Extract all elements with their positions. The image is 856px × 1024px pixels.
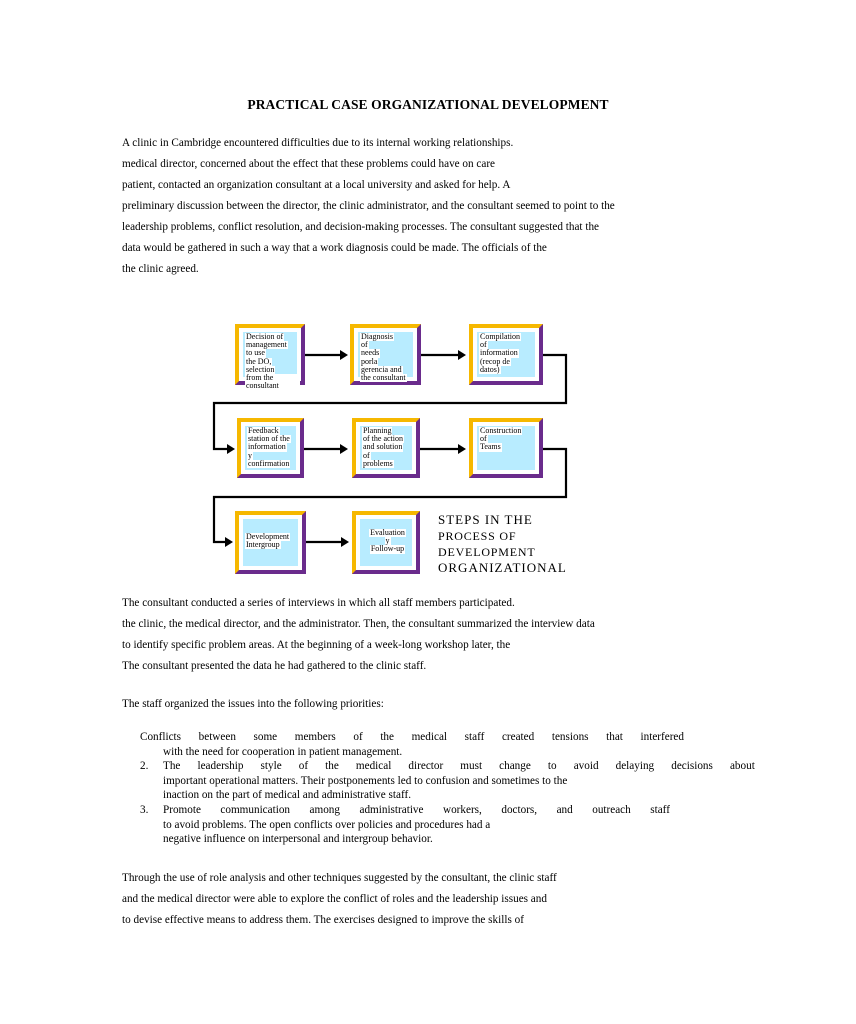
text-line: and the medical director were able to explore the conflict of roles and the leadership issues and [122, 893, 547, 905]
priorities-list [140, 730, 755, 847]
flow-step-text: Follow-up [370, 544, 405, 554]
priority-word: tensions [551, 731, 589, 743]
priority-word: and [556, 803, 573, 816]
priority-continuation: negative influence on interpersonal and intergroup behavior. [163, 833, 433, 846]
priority-continuation: to avoid problems. The open conflicts over policies and procedures had a [163, 818, 491, 831]
text-line: Through the use of role analysis and other techniques suggested by the consultant, the clinic staff [122, 872, 557, 884]
flow-step-evaluation [352, 511, 420, 574]
flow-step-text: datos) [480, 364, 500, 374]
flow-step-text: and solution [363, 442, 403, 452]
page-title: PRACTICAL CASE ORGANIZATIONAL DEVELOPMENT [247, 97, 609, 112]
text-line: the clinic, the medical director, and the administrator. Then, the consultant summarized the interview data [122, 618, 595, 630]
priority-word: to [547, 760, 557, 773]
flow-step-text: of [363, 450, 370, 460]
priority-word: workers, [443, 803, 482, 816]
priority-number: 2. [140, 760, 149, 773]
priority-word: decisions [671, 760, 713, 773]
priority-word: communication [220, 803, 291, 816]
priority-word: staff [464, 731, 485, 743]
priority-word: of [298, 760, 309, 773]
text-line: The consultant conducted a series of interviews in which all staff members participated. [122, 597, 515, 609]
flow-step-text: Construction [480, 426, 522, 435]
priority-word: of [353, 731, 363, 743]
priority-item [140, 803, 755, 847]
flow-step-text: porla [361, 356, 378, 366]
flow-step-text: Diagnosis [361, 332, 393, 341]
text-line: to identify specific problem areas. At the beginning of a week-long workshop later, the [122, 639, 511, 651]
flow-step-text: station of the [248, 434, 290, 444]
priority-word: the [380, 731, 394, 743]
priority-word: Conflicts [140, 731, 182, 743]
flow-step-text: the consultant [361, 373, 406, 383]
flow-step-text: Feedback [248, 426, 279, 435]
priority-continuation: inaction on the part of medical and administrative staff. [163, 789, 412, 802]
priority-word: the [325, 760, 339, 773]
text-line: the clinic agreed. [122, 263, 199, 275]
flow-step-text: y [248, 450, 252, 460]
flow-step-text: Evaluation [370, 528, 405, 537]
flow-step-team-building [469, 418, 543, 478]
flow-step-text: from the consultant [245, 374, 300, 390]
priority-word-numbered: 3. Promote [140, 803, 201, 816]
flow-step-decision [235, 324, 305, 391]
flow-step-text: Teams [480, 442, 501, 452]
flow-step-text: to use [246, 348, 265, 358]
flow-step-diagnosis [350, 324, 421, 385]
text-line: data would be gathered in such a way that a work diagnosis could be made. The officials of the [122, 242, 547, 254]
priority-first-line [140, 759, 755, 774]
priority-first-line [140, 803, 670, 818]
priority-word: created [501, 731, 535, 743]
priority-word: delaying [615, 760, 655, 773]
intro-paragraph [122, 133, 615, 280]
priority-word: that [606, 731, 623, 743]
priority-first-line [140, 730, 684, 745]
text-line: patient, contacted an organization consultant at a local university and asked for help. A [122, 179, 511, 191]
priority-item [140, 759, 755, 803]
priority-word: doctors, [501, 803, 538, 816]
flow-step-text: Intergroup [246, 540, 280, 550]
priority-word: interfered [640, 731, 684, 743]
flow-step-text: y [385, 536, 390, 546]
priority-word: avoid [573, 760, 599, 773]
flow-step-planning [352, 418, 420, 478]
text-line: preliminary discussion between the director, the clinic administrator, and the consultant seemed to point to the [122, 200, 615, 212]
flow-step-text: (recop de [480, 356, 510, 366]
priority-word: between [198, 731, 236, 743]
closing-paragraph [122, 868, 557, 931]
flowchart-caption: STEPS IN THE PROCESS OF DEVELOPMENT ORGANIZATIONAL [438, 512, 567, 575]
priority-word: members [294, 731, 336, 743]
flow-step-text: Compilation [480, 332, 520, 341]
flow-step-feedback [237, 418, 304, 478]
priority-continuation: with the need for cooperation in patient management. [163, 745, 403, 758]
priority-item [140, 730, 755, 759]
flow-step-intergroup [235, 511, 306, 574]
flow-step-text: of the action [363, 434, 403, 444]
priority-word-numbered: 2. The [140, 760, 181, 773]
interviews-paragraph [122, 593, 595, 677]
text-line: to devise effective means to address them. The exercises designed to improve the skills of [122, 914, 524, 926]
priority-word: about [729, 760, 755, 773]
priority-word: director [408, 760, 444, 773]
text-line: leadership problems, conflict resolution, and decision-making processes. The consultant suggested that the [122, 221, 600, 233]
priority-word: style [260, 760, 282, 773]
flow-step-text: confirmation [248, 458, 290, 468]
flow-step-text: management [246, 340, 287, 350]
flow-step-text: Development [246, 532, 290, 541]
priority-word: staff [650, 803, 670, 816]
flow-step-text: Decision of [246, 332, 284, 341]
flow-step-text: of [480, 340, 487, 350]
text-line: The consultant presented the data he had gathered to the clinic staff. [122, 660, 427, 672]
flow-step-text: of [480, 434, 487, 444]
flow-step-text: selection [246, 364, 275, 374]
priority-word: among [309, 803, 340, 816]
flow-step-text: information [480, 348, 518, 358]
text-line: A clinic in Cambridge encountered difficulties due to its internal working relationships. [122, 137, 514, 149]
flow-step-text: gerencia and [361, 364, 402, 374]
priority-word: change [499, 760, 531, 773]
flow-step-text: of [361, 340, 368, 350]
flow-step-text: Planning [363, 426, 392, 435]
flow-step-text: information [248, 442, 286, 452]
priority-word: some [253, 731, 278, 743]
priority-word: must [460, 760, 483, 773]
flow-step-text: needs [361, 348, 380, 358]
priority-word: outreach [592, 803, 631, 816]
flow-step-text: problems [363, 458, 393, 468]
flow-step-text: the DO, [246, 356, 272, 366]
priorities-intro: The staff organized the issues into the following priorities: [122, 698, 384, 710]
priority-number: 3. [140, 803, 149, 816]
priority-word: leadership [197, 760, 244, 773]
priority-word: medical [411, 731, 448, 743]
priority-word: administrative [359, 803, 424, 816]
text-line: medical director, concerned about the effect that these problems could have on care [122, 158, 496, 170]
priority-continuation: important operational matters. Their postponements led to confusion and sometimes to the [163, 774, 568, 787]
priority-word: medical [355, 760, 392, 773]
flow-step-compilation [469, 324, 543, 385]
